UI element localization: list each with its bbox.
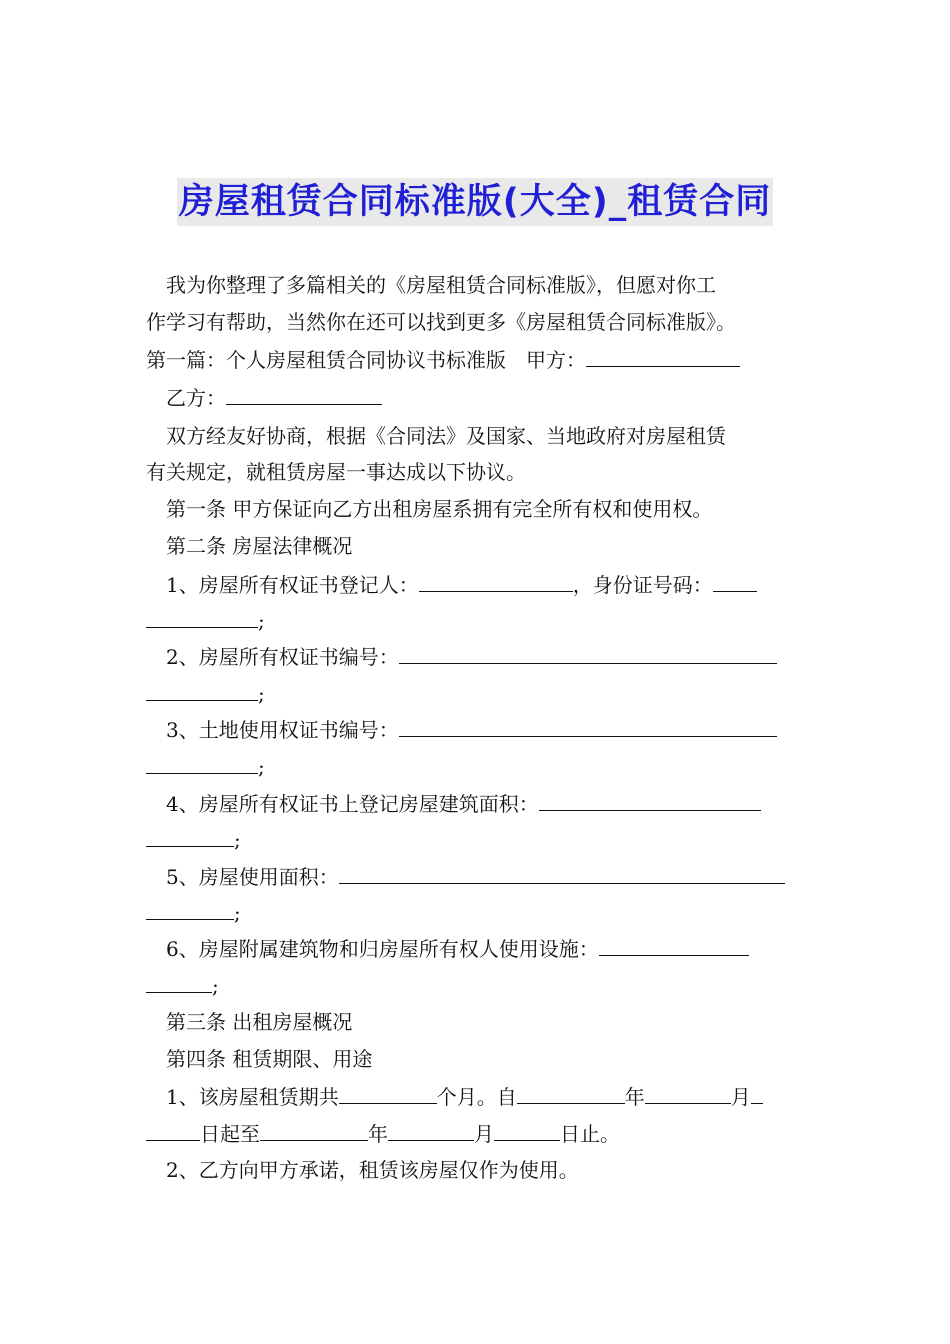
document-title-row	[0, 178, 950, 226]
land-certificate-blank-cont	[146, 753, 258, 774]
clause-3: 第三条 出租房屋概况	[166, 1010, 353, 1034]
item-3-continuation	[146, 753, 265, 780]
item-4-continuation	[146, 826, 241, 853]
item-5-continuation	[146, 899, 241, 926]
item-6-continuation	[146, 972, 219, 999]
semicolon: ;	[258, 755, 265, 779]
item-4-line	[166, 790, 761, 817]
item-1-continuation	[146, 607, 265, 634]
term-part-5: 日起至	[200, 1122, 260, 1146]
term-part-7: 月	[474, 1122, 494, 1146]
preamble-line-1: 双方经友好协商，根据《合同法》及国家、当地政府对房屋租赁	[166, 424, 726, 448]
certificate-number-blank-cont	[146, 680, 258, 701]
land-certificate-blank	[399, 716, 777, 737]
party-a-blank	[586, 346, 740, 367]
facilities-blank	[599, 935, 749, 956]
clause-2: 第二条 房屋法律概况	[166, 534, 353, 558]
item-6-line	[166, 935, 749, 962]
start-year-blank	[517, 1083, 625, 1104]
term-part-1: 1、该房屋租赁期共	[166, 1085, 339, 1109]
preamble-line-2: 有关规定，就租赁房屋一事达成以下协议。	[146, 460, 526, 484]
item-1-id-label: ，身份证号码：	[572, 573, 713, 597]
item-4-label: 4、房屋所有权证书上登记房屋建筑面积：	[166, 792, 539, 816]
document-title: 房屋租赁合同标准版(大全)_租赁合同	[177, 178, 774, 226]
semicolon: ;	[258, 609, 265, 633]
item-2-label: 2、房屋所有权证书编号：	[166, 645, 399, 669]
usable-area-blank	[339, 863, 785, 884]
term-part-6: 年	[368, 1122, 388, 1146]
term-part-8: 日止。	[560, 1122, 620, 1146]
start-day-blank-cont	[146, 1120, 200, 1141]
use-clause: 2、乙方向甲方承诺，租赁该房屋仅作为使用。	[166, 1158, 579, 1182]
intro-line-1: 我为你整理了多篇相关的《房屋租赁合同标准版》，但愿对你工	[166, 273, 716, 297]
item-5-label: 5、房屋使用面积：	[166, 865, 339, 889]
semicolon: ;	[258, 682, 265, 706]
article-heading-line	[146, 346, 740, 373]
certificate-number-blank	[399, 643, 777, 664]
term-part-2: 个月。自	[436, 1085, 517, 1109]
item-3-line	[166, 716, 777, 743]
start-day-blank	[751, 1083, 763, 1104]
party-b-label: 乙方：	[166, 386, 226, 410]
term-line-1	[166, 1083, 763, 1110]
end-month-blank	[388, 1120, 474, 1141]
semicolon: ;	[234, 828, 241, 852]
item-2-line	[166, 643, 777, 670]
semicolon: ;	[234, 901, 241, 925]
term-line-2	[146, 1120, 620, 1147]
id-number-blank	[713, 571, 757, 592]
term-part-3: 年	[624, 1085, 645, 1109]
usable-area-blank-cont	[146, 899, 234, 920]
item-3-label: 3、土地使用权证书编号：	[166, 718, 399, 742]
facilities-blank-cont	[146, 972, 212, 993]
article-heading: 第一篇：个人房屋租赁合同协议书标准版 甲方：	[146, 348, 586, 372]
building-area-blank	[539, 790, 761, 811]
clause-4: 第四条 租赁期限、用途	[166, 1047, 373, 1071]
item-1-line	[166, 571, 757, 598]
party-b-line	[166, 384, 382, 411]
item-2-continuation	[146, 680, 265, 707]
building-area-blank-cont	[146, 826, 234, 847]
registrant-blank	[419, 571, 573, 592]
end-year-blank	[260, 1120, 368, 1141]
end-day-blank	[494, 1120, 560, 1141]
item-5-line	[166, 863, 785, 890]
intro-line-2: 作学习有帮助，当然你在还可以找到更多《房屋租赁合同标准版》。	[146, 310, 736, 334]
clause-1: 第一条 甲方保证向乙方出租房屋系拥有完全所有权和使用权。	[166, 497, 713, 521]
term-part-4: 月	[730, 1085, 751, 1109]
item-6-label: 6、房屋附属建筑物和归房屋所有权人使用设施：	[166, 937, 599, 961]
id-number-blank-cont	[146, 607, 258, 628]
months-blank	[339, 1083, 437, 1104]
semicolon: ;	[212, 974, 219, 998]
start-month-blank	[645, 1083, 731, 1104]
party-b-blank	[226, 384, 382, 405]
item-1-label: 1、房屋所有权证书登记人：	[166, 573, 419, 597]
